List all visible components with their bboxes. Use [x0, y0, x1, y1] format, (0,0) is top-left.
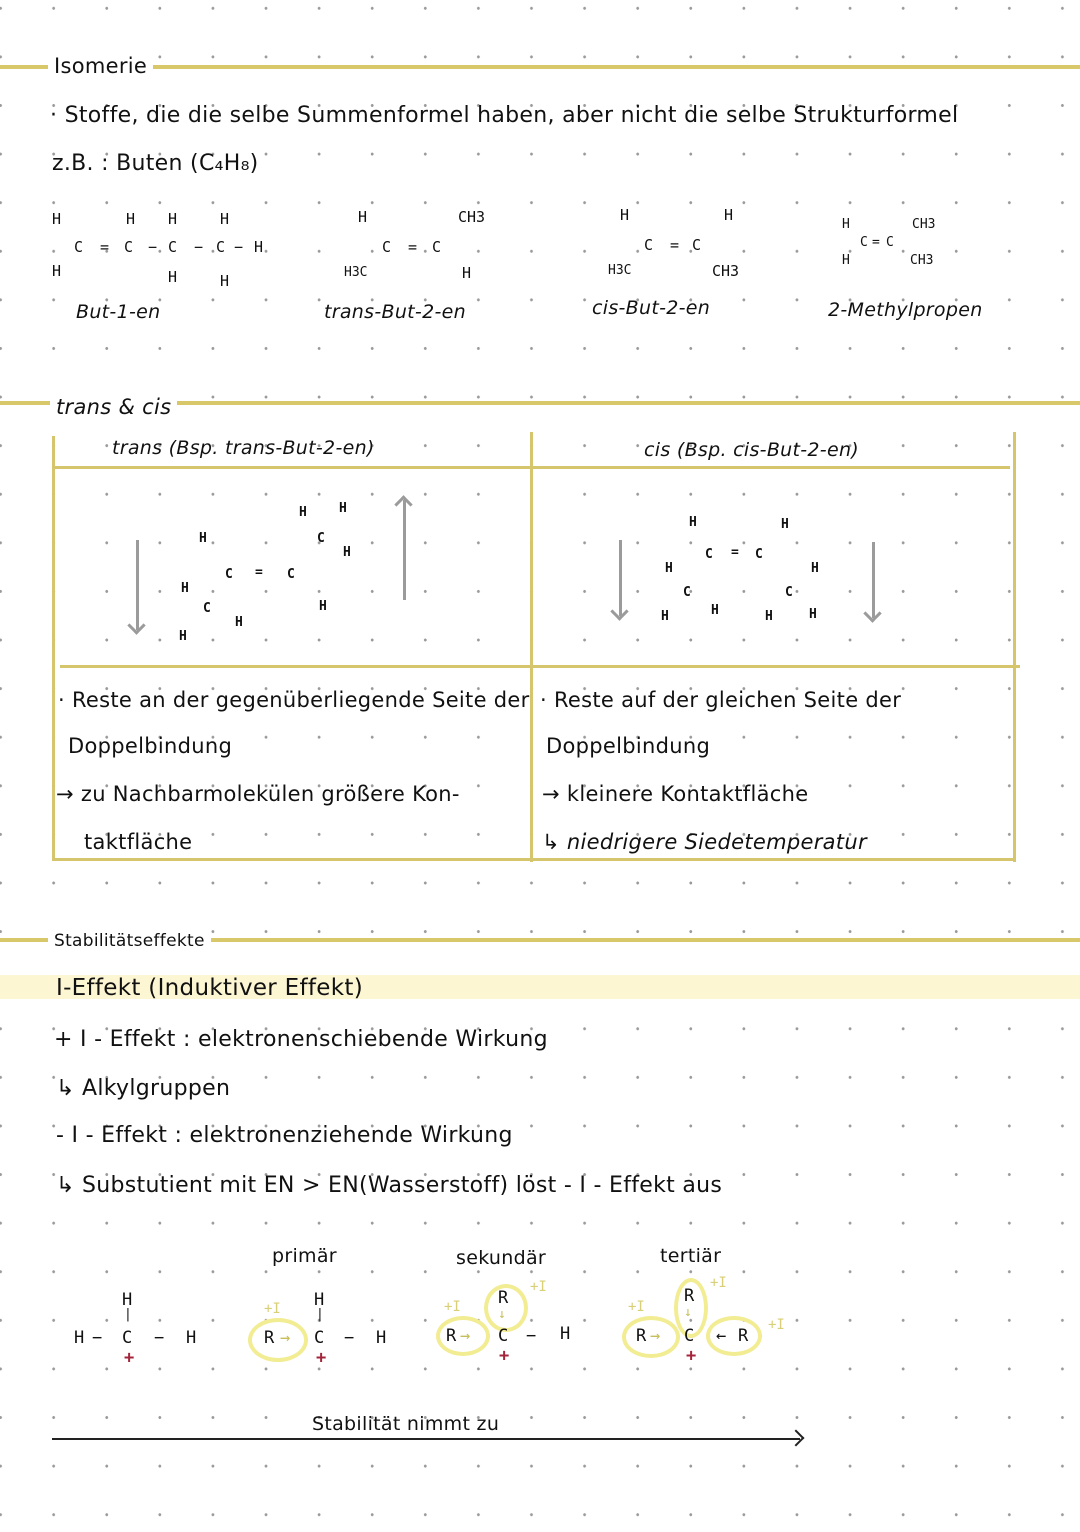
molecule-trans-but-2-en [324, 208, 510, 323]
atom-h: H [358, 208, 368, 226]
plus-i-label: +I [710, 1275, 727, 1291]
molecule-name: trans-But-2-en [324, 301, 466, 323]
table-border-right [1013, 432, 1016, 862]
atom-h: H [52, 210, 62, 228]
molecule-cis-but-2-en [592, 206, 776, 319]
atom-c: C [317, 531, 325, 546]
atom-c: C [860, 235, 868, 250]
substituent-line: ↳ Substutient mit EN > EN(Wasserstoff) löst - I - Effekt aus [56, 1173, 723, 1198]
bond-double: = [255, 565, 263, 580]
atom-h: H [235, 615, 243, 630]
atom-c: C [382, 238, 392, 256]
atom-h: H [376, 1328, 387, 1348]
atom-c: C [886, 235, 894, 250]
structure-formula [48, 208, 278, 288]
plus-i-label: +I [444, 1299, 461, 1315]
atom-h: H [809, 607, 817, 622]
positive-charge-icon: + [686, 1346, 697, 1366]
carbocation-tertiaer [620, 1276, 800, 1370]
bond-double: = [100, 238, 110, 256]
plus-i-label: +I [628, 1299, 645, 1315]
trans-description-4: taktfläche [84, 830, 193, 854]
bond-single: − [194, 238, 204, 256]
carbocation-primaer [240, 1290, 410, 1370]
isomerie-definition: · Stoffe, die die selbe Summenformel haben, aber nicht die selbe Strukturformel [50, 103, 959, 128]
trans-description-1: · Reste an der gegenüberliegende Seite der [58, 688, 530, 712]
atom-c: C [124, 238, 134, 256]
molecule-but-1-en [48, 208, 278, 323]
label-sekundaer: sekundär [456, 1247, 547, 1269]
isomerie-example: z.B. : Buten (C₄H₈) [52, 151, 259, 176]
atom-h: H [462, 264, 472, 282]
atom-c: C [122, 1328, 133, 1348]
atom-c: C [216, 238, 226, 256]
atom-c: C [168, 238, 178, 256]
bond-single: − [234, 238, 244, 256]
molecule-name: But-1-en [76, 301, 161, 323]
alkyl-highlight-ring [706, 1316, 762, 1356]
cis-description-1: · Reste auf der gleichen Seite der [540, 688, 902, 712]
bond-double: = [872, 235, 880, 250]
stability-arrow-label: Stabilität nimmt zu [312, 1413, 500, 1435]
atom-h: H [199, 531, 207, 546]
arrow-up-icon [403, 500, 406, 600]
arrow-down-icon [619, 540, 622, 616]
atom-h: H [842, 253, 850, 268]
atom-c: C [432, 238, 442, 256]
atom-h: H [314, 1290, 325, 1310]
atom-h: H [179, 629, 187, 644]
atom-h: H [689, 515, 697, 530]
atom-h: H [254, 238, 264, 256]
carbocation-methyl [70, 1290, 210, 1370]
bond-vertical: | [316, 1307, 324, 1322]
i-effekt-heading: I-Effekt (Induktiver Effekt) [56, 975, 363, 1001]
cis-description-2: Doppelbindung [546, 734, 711, 758]
bond-single: − [154, 1328, 165, 1348]
atom-c: C [203, 601, 211, 616]
cis-3d-structure [655, 510, 835, 630]
table-border-bottom [52, 858, 1014, 861]
group-ch3: CH3 [712, 262, 740, 280]
bond-single: − [92, 1328, 103, 1348]
atom-h: H [842, 217, 850, 232]
atom-h: H [319, 599, 327, 614]
atom-h: H [620, 206, 630, 224]
trans-3d-structure [175, 498, 375, 648]
atom-h: H [168, 210, 178, 228]
group-r: R [264, 1328, 275, 1348]
arrow-right-icon: → [460, 1326, 471, 1346]
atom-c: C [287, 567, 295, 582]
arrow-right-icon: → [280, 1328, 291, 1348]
positive-charge-icon: + [316, 1348, 327, 1368]
arrow-down-icon: ↓ [684, 1305, 692, 1320]
bond-vertical: | [124, 1307, 132, 1322]
group-r: R [498, 1288, 509, 1308]
atom-h: H [781, 517, 789, 532]
arrow-left-icon: ← [716, 1326, 727, 1346]
atom-h: H [126, 210, 136, 228]
alkyl-highlight-ring [248, 1318, 308, 1362]
table-header-trans: trans (Bsp. trans-But-2-en) [112, 437, 375, 459]
atom-h: H [299, 505, 307, 520]
plus-i-label: +I [768, 1317, 785, 1333]
group-r: R [738, 1326, 749, 1346]
table-border-middle [530, 432, 533, 862]
group-r: R [636, 1326, 647, 1346]
bond-double: = [731, 545, 739, 560]
atom-h: H [811, 561, 819, 576]
minus-i-effekt-line: - I - Effekt : elektronenziehende Wirkung [56, 1123, 513, 1148]
atom-c: C [785, 585, 793, 600]
molecule-2-methylpropen [828, 212, 983, 321]
section-title-stabilitaet: Stabilitätseffekte [48, 928, 211, 954]
group-h3c: H3C [608, 263, 632, 278]
atom-h: H [765, 609, 773, 624]
plus-i-label: +I [264, 1301, 281, 1317]
molecule-name: cis-But-2-en [592, 297, 711, 319]
atom-h: H [343, 545, 351, 560]
atom-c: C [644, 236, 654, 254]
atom-h: H [168, 268, 178, 286]
atom-h: H [52, 262, 62, 280]
carbocation-sekundaer [432, 1278, 602, 1370]
atom-h: H [724, 206, 734, 224]
cis-description-3: → kleinere Kontaktfläche [542, 782, 809, 806]
atom-h: H [74, 1328, 85, 1348]
atom-c: C [684, 1326, 695, 1346]
atom-h: H [665, 561, 673, 576]
table-header-line [52, 466, 1010, 469]
bond-single: − [526, 1326, 537, 1346]
plus-i-effekt-line: + I - Effekt : elektronenschiebende Wirkung [54, 1027, 548, 1052]
structure-formula [340, 208, 510, 288]
group-ch3: CH3 [912, 217, 936, 232]
section-title-isomerie: Isomerie [48, 53, 153, 79]
structure-formula [838, 212, 948, 276]
atom-h: H [339, 501, 347, 516]
arrow-right-icon: → [650, 1326, 661, 1346]
bond-single: − [148, 238, 158, 256]
atom-c: C [225, 567, 233, 582]
alkylgruppen-line: ↳ Alkylgruppen [56, 1076, 231, 1101]
atom-h: H [220, 210, 230, 228]
atom-h: H [560, 1324, 571, 1344]
atom-c: C [74, 238, 84, 256]
stability-arrow-icon [52, 1438, 800, 1440]
atom-c: C [692, 236, 702, 254]
label-primaer: primär [272, 1245, 337, 1267]
positive-charge-icon: + [499, 1346, 510, 1366]
trans-description-2: Doppelbindung [68, 734, 233, 758]
atom-h: H [181, 581, 189, 596]
atom-c: C [683, 585, 691, 600]
label-tertiaer: tertiär [660, 1245, 722, 1267]
atom-h: H [220, 272, 230, 290]
atom-c: C [755, 547, 763, 562]
bond-double: = [670, 236, 680, 254]
group-r: R [684, 1286, 695, 1306]
atom-c: C [498, 1326, 509, 1346]
table-row-divider [60, 665, 1020, 668]
section-title-trans-cis: trans & cis [50, 394, 177, 420]
group-r: R [446, 1326, 457, 1346]
arrow-down-icon [872, 542, 875, 618]
arrow-down-icon: ↓ [498, 1307, 506, 1322]
bond-single: − [344, 1328, 355, 1348]
atom-h: H [186, 1328, 197, 1348]
plus-i-label: +I [530, 1279, 547, 1295]
table-border-left [52, 436, 55, 861]
table-header-cis: cis (Bsp. cis-But-2-en) [644, 439, 859, 461]
section-divider [0, 65, 1080, 69]
structure-formula [606, 206, 776, 286]
bond-double: = [408, 238, 418, 256]
group-h3c: H3C [344, 265, 368, 280]
trans-description-3: → zu Nachbarmolekülen größere Kon- [56, 782, 460, 806]
group-ch3: CH3 [458, 208, 486, 226]
atom-h: H [661, 609, 669, 624]
atom-h: H [711, 603, 719, 618]
group-ch3: CH3 [910, 253, 934, 268]
positive-charge-icon: + [124, 1348, 135, 1368]
atom-c: C [705, 547, 713, 562]
cis-description-4: ↳ niedrigere Siedetemperatur [542, 830, 867, 854]
arrow-down-icon [136, 540, 139, 630]
molecule-name: 2-Methylpropen [828, 299, 983, 321]
atom-h: H [122, 1290, 133, 1310]
atom-c: C [314, 1328, 325, 1348]
